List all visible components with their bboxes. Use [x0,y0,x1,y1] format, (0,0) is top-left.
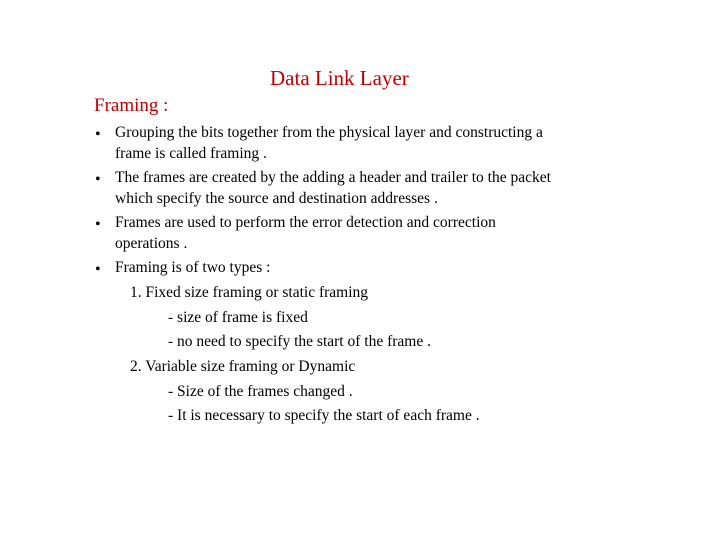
type-2-label: 2. Variable size framing or Dynamic [130,358,356,375]
type-2-detail-2: - It is necessary to specify the start of each frame . [168,407,480,424]
section-heading: Framing : [94,95,169,116]
bullet-marker: • [95,216,101,233]
type-1-detail-1: - size of frame is fixed [168,309,308,326]
bullet-4-line-1: Framing is of two types : [115,259,271,276]
type-1-label: 1. Fixed size framing or static framing [130,284,369,301]
type-1-detail-2: - no need to specify the start of the frame . [168,333,431,350]
bullet-2-line-2: which specify the source and destination addresses . [115,190,438,207]
bullet-marker: • [95,171,101,188]
bullet-marker: • [95,126,101,143]
type-2-detail-1: - Size of the frames changed . [168,383,353,400]
bullet-1-line-2: frame is called framing . [115,145,267,162]
bullet-3-line-1: Frames are used to perform the error detection and correction [115,214,496,231]
bullet-3-line-2: operations . [115,235,188,252]
bullet-marker: • [95,261,101,278]
slide-title: Data Link Layer [270,66,409,90]
bullet-2-line-1: The frames are created by the adding a header and trailer to the packet [115,169,551,186]
bullet-1-line-1: Grouping the bits together from the physical layer and constructing a [115,124,543,141]
